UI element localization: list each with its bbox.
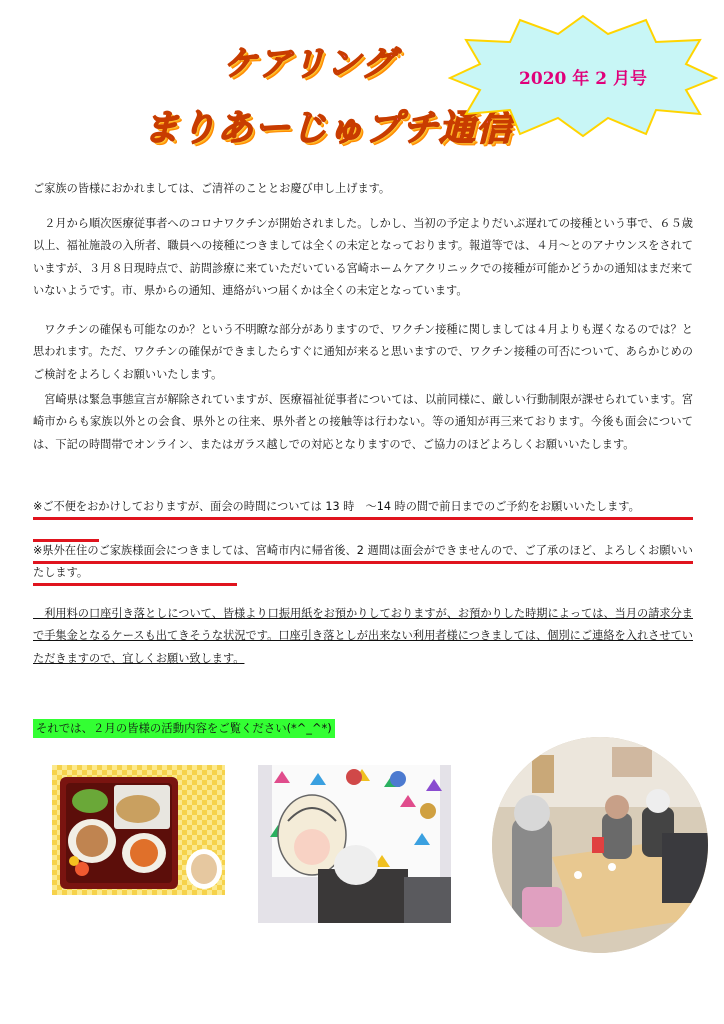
- red-underline: [33, 517, 693, 520]
- newsletter-title-line1: ケアリング: [223, 44, 396, 84]
- meal-photo: [52, 765, 225, 895]
- out-of-prefecture-notice: ※県外在住のご家族様面会につきましては、宮崎市内に帰省後、2 週間は面会ができませんので、ご了承のほど、よろしくお願いいたします。: [33, 544, 693, 580]
- account-debit-notice: 利用料の口座引き落としについて、皆様より口振用紙をお預かりしておりますが、お預かりした時期によっては、当月の請求分まで手集金となるケースも出てきそうな状況です。口座引き落としが出来ない利用者様につきましては、個別にご連絡を入れさせていただきますので、宜しくお願い致します。: [33, 607, 693, 665]
- visit-time-notice: ※ご不便をおかけしておりますが、面会の時間については 13 時 ～14 時の間で前日までのご予約をお願いいたします。: [33, 500, 640, 513]
- issue-date: 2020 年 2 月号: [519, 69, 647, 89]
- vaccine-supply-paragraph: ワクチンの確保も可能なのか？という不明瞭な部分がありますので、ワクチン接種に関しましては４月よりも遅くなるのでは？と思われます。ただ、ワクチンの確保ができましたらすぐに通知が来ると思いますので、ワクチン接種の可否について、あらかじめのご検討をよろしくお願いいたします。: [33, 323, 693, 381]
- red-underline: [33, 583, 237, 586]
- dining-room-photo: [492, 737, 708, 953]
- restriction-paragraph: 宮崎県は緊急事態宣言が解除されていますが、医療福祉従事者については、以前同様に、厳しい行動制限が課せられています。宮崎市からも家族以外との会食、県外との往来、県外者との接触等は行わない。等の通知が再三来ております。今後も面会については、下記の時間帯でオンライン、またはガラス越しでの対応となりますので、ご協力のほどよろしくお願いいたします。: [33, 393, 693, 451]
- newsletter-title-line2: まりあーじゅプチ通信: [143, 108, 514, 149]
- vaccine-paragraph: ２月から順次医療従事者へのコロナワクチンが開始されました。しかし、当初の予定よりだいぶ遅れての接種という事で、６５歳以上、福祉施設の入所者、職員への接種につきましては全くの未定となっております。報道等では、４月～とのアナウンスをされていますが、３月８日現時点で、訪問診療に来ていただいている宮崎ホームケアクリニックでの接種が可能かどうかの通知はまだ来ていないようです。市、県からの通知、連絡がいつ届くかは全くの未定となっています。: [33, 217, 693, 298]
- red-underline: [33, 561, 693, 564]
- activity-heading: それでは、２月の皆様の活動内容をご覧ください(*^_^*): [33, 719, 335, 738]
- greeting-text: ご家族の皆様におかれましては、ご清祥のこととお慶び申し上げます。: [33, 182, 391, 195]
- artwork-photo: [258, 765, 451, 923]
